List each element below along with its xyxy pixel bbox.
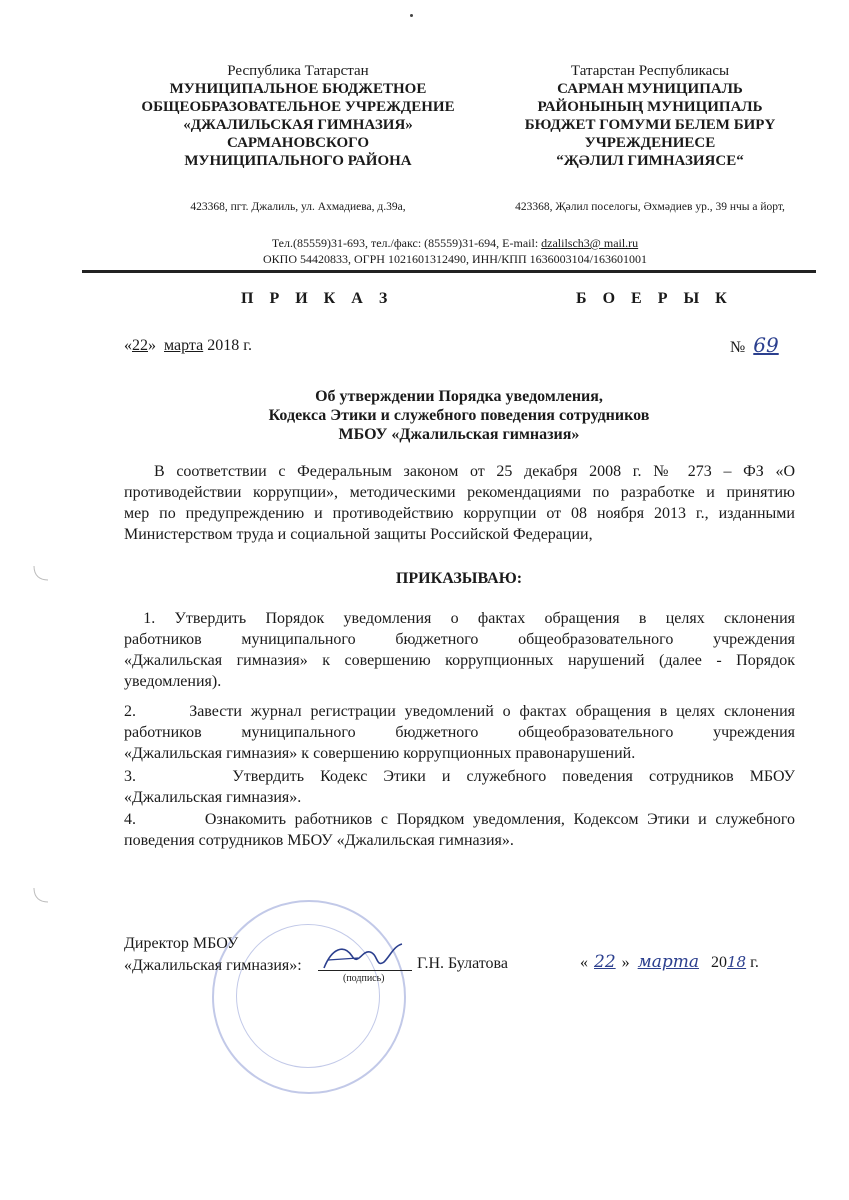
signature-date-day: 22 bbox=[594, 952, 616, 972]
scan-mark-left-2 bbox=[30, 886, 50, 906]
doc-title-line2: Кодекса Этики и служебного поведения сотрудников bbox=[268, 407, 650, 424]
header-right-org-line1: САРМАН МУНИЦИПАЛЬ bbox=[557, 81, 743, 97]
doc-date: «22» марта 2018 г. bbox=[124, 337, 252, 354]
header-right-org-line2: РАЙОНЫНЫҢ МУНИЦИПАЛЬ bbox=[537, 99, 763, 115]
signature-date-month: марта bbox=[637, 952, 700, 972]
handwritten-signature-icon bbox=[318, 938, 408, 978]
preamble bbox=[124, 461, 795, 545]
doc-title-line3: МБОУ «Джалильская гимназия» bbox=[338, 426, 580, 443]
preamble-line4: Министерством труда и социальной защиты Российской Федерации, bbox=[124, 526, 593, 543]
header-left-address: 423368, пгт. Джалиль, ул. Ахмадиева, д.39а, bbox=[190, 201, 406, 213]
order-item-4: 4. Ознакомить работников с Порядком уведомления, Кодексом Этики и служебного поведения сотрудников МБОУ «Джалильская гимназия». bbox=[124, 811, 795, 849]
signature-year-suffix: 18 bbox=[727, 953, 747, 971]
header-left-org-line3: «ДЖАЛИЛЬСКАЯ ГИМНАЗИЯ» bbox=[183, 117, 413, 133]
signature-position bbox=[124, 933, 302, 977]
header-left-block bbox=[118, 62, 478, 170]
signature-position-line2: «Джалильская гимназия»: bbox=[124, 957, 302, 974]
preamble-line3: мер по предупреждению и противодействию коррупции от 08 ноября 2013 г., изданными bbox=[124, 505, 795, 522]
header-left-country: Республика Татарстан bbox=[227, 63, 369, 79]
doc-title bbox=[124, 387, 794, 444]
header-left-org-line2: ОБЩЕОБРАЗОВАТЕЛЬНОЕ УЧРЕЖДЕНИЕ bbox=[141, 99, 455, 115]
header-right-country: Татарстан Республикасы bbox=[570, 63, 730, 79]
order-item-3: 3. Утвердить Кодекс Этики и служебного поведения сотрудников МБОУ «Джалильская гимназия». bbox=[124, 768, 795, 806]
doc-title-line1: Об утверждении Порядка уведомления, bbox=[315, 388, 603, 405]
preamble-line2: противодействии коррупции», методическими рекомендациями по разработке и принятию bbox=[124, 484, 795, 501]
signature-year-end: г. bbox=[746, 954, 759, 971]
header-right-block bbox=[470, 62, 830, 170]
order-item-2: 2. Завести журнал регистрации уведомлений о фактах обращения в целях склонения работников муниципального бюджетного общеобразовательного учреждения «Джалильская гимназия» к совершению коррупционных правонарушений. bbox=[124, 703, 795, 762]
order-item-1: 1. Утвердить Порядок уведомления о фактах обращения в целях склонения работников муниципального бюджетного общеобразовательного учреждения «Джалильская гимназия» к совершению коррупционных нарушений (далее - Порядок уведомления). bbox=[124, 610, 795, 690]
header-right-org-line5: “ҖӘЛИЛ ГИМНАЗИЯСЕ“ bbox=[556, 153, 744, 169]
signature-name: Г.Н. Булатова bbox=[417, 955, 508, 972]
scan-mark-top bbox=[410, 14, 413, 17]
scan-mark-left-1 bbox=[30, 564, 50, 584]
email-link[interactable]: dzalilsch3@ mail.ru bbox=[541, 236, 639, 250]
header-divider bbox=[82, 270, 816, 273]
header-right-address: 423368, Җәлил поселогы, Әхмәдиев ур., 39 нчы а йорт, bbox=[515, 201, 785, 213]
signature-date: « 22 » марта 2018 г. bbox=[580, 952, 759, 972]
header-left-org-line4: САРМАНОВСКОГО bbox=[227, 135, 369, 151]
signature-year-prefix: 20 bbox=[711, 954, 728, 971]
doc-number-label: № bbox=[730, 339, 746, 356]
doc-type-tt: Б О Е Р Ы К bbox=[576, 290, 733, 307]
doc-type-ru: П Р И К А З bbox=[241, 290, 394, 307]
signature-caption: (подпись) bbox=[343, 973, 385, 984]
doc-number-value: 69 bbox=[753, 333, 779, 357]
order-word: ПРИКАЗЫВАЮ: bbox=[395, 570, 523, 587]
header-left-org-line1: МУНИЦИПАЛЬНОЕ БЮДЖЕТНОЕ bbox=[169, 81, 427, 97]
header-left-org-line5: МУНИЦИПАЛЬНОГО РАЙОНА bbox=[184, 153, 412, 169]
doc-number bbox=[730, 333, 793, 357]
doc-date-day: 22 bbox=[132, 337, 148, 354]
round-stamp bbox=[212, 900, 406, 1094]
header-right-org-line4: УЧРЕЖДЕНИЕСЕ bbox=[584, 135, 716, 151]
doc-date-year: 2018 г. bbox=[207, 337, 252, 354]
preamble-line1: В соответствии с Федеральным законом от 25 декабря 2008 г. № 273 – ФЗ «О bbox=[154, 463, 795, 480]
doc-date-month: марта bbox=[164, 337, 204, 354]
contacts-phones: Тел.(85559)31-693, тел./факс: (85559)31-694, E-mail: bbox=[271, 236, 542, 250]
header-registry: ОКПО 54420833, ОГРН 1021601312490, ИНН/КПП 1636003104/163601001 bbox=[263, 252, 647, 266]
header-right-org-line3: БЮДЖЕТ ГОМУМИ БЕЛЕМ БИРҮ bbox=[524, 117, 776, 133]
header-contacts bbox=[120, 235, 790, 251]
signature-position-line1: Директор МБОУ bbox=[124, 935, 239, 952]
